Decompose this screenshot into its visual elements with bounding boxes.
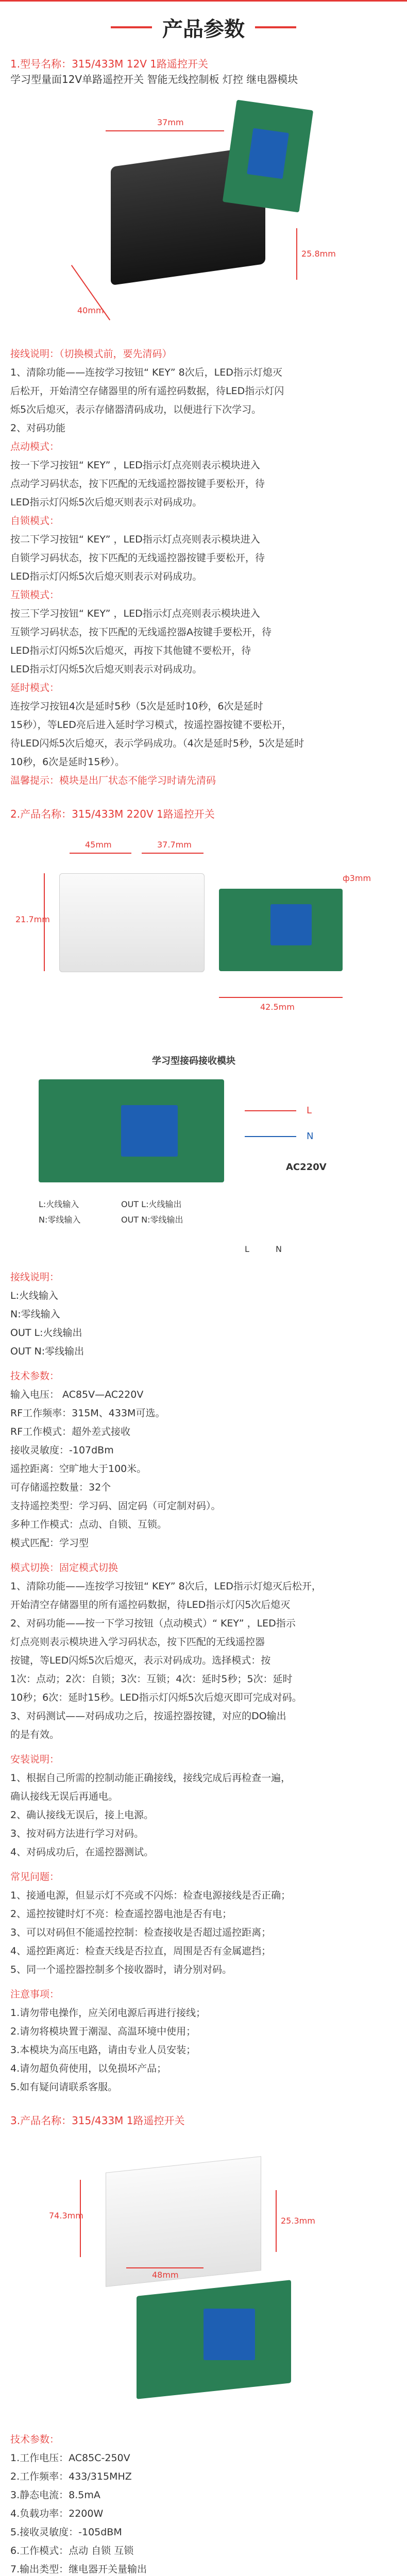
notice-line: 5.如有疑问请联系客服。 xyxy=(10,2081,118,2093)
notice-line: 4.请勿超负荷使用，以免损坏产品； xyxy=(10,2063,167,2074)
modes-line: 2、对码功能——按一下学习按钮（点动模式）“ KEY” ，LED指示 xyxy=(10,1618,296,1629)
diagram-tag-l: L xyxy=(245,1244,249,1254)
modes-line: 的是有效。 xyxy=(10,1729,60,1740)
wiring-line: OUT L:火线输出 xyxy=(10,1327,82,1338)
diagram-label-ac: AC220V xyxy=(286,1162,327,1173)
install-line: 3、按对码方法进行学习对码。 xyxy=(10,1828,144,1839)
faq-line: 4、遥控距离近：检查天线是否拉直，周围是否有金属遮挡； xyxy=(10,1945,272,1957)
wiring-title: 接线说明： xyxy=(10,1272,60,1283)
install-block xyxy=(0,1747,407,1865)
notice-line: 3.本模块为高压电路，请由专业人员安装； xyxy=(10,2044,196,2056)
dim-length: 40mm xyxy=(77,306,104,315)
product-image-1 xyxy=(75,94,336,336)
diagram-nin: N:零线输入 xyxy=(39,1215,81,1225)
section1-note-line: 互锁学习码状态，按下匹配的无线遥控器A按键手要松开，待 xyxy=(10,626,272,638)
tech2-line: RF工作频率：315M、433M可选。 xyxy=(10,1408,165,1419)
tech3-line: 2.工作频率：433/315MHZ xyxy=(10,2471,132,2482)
section1-note-line: 互锁模式： xyxy=(10,589,60,601)
tech2-line: RF工作模式：超外差式接收 xyxy=(10,1426,131,1437)
tech-title-3: 技术参数： xyxy=(10,2434,60,2445)
dim-height-2: 21.7mm xyxy=(15,914,50,924)
install-line: 4、对码成功后，在遥控器测试。 xyxy=(10,1846,154,1858)
modes-line: 10秒；6次：延时15秒。LED指示灯闪烁5次后熄灭即可完成对码。 xyxy=(10,1692,302,1703)
section1-note-line: 点动学习码状态，按下匹配的无线遥控器按键手要松开，待 xyxy=(10,478,265,489)
header-bar-left xyxy=(111,26,152,28)
header-bar-right xyxy=(255,26,296,28)
page-header xyxy=(0,0,407,53)
dim-height: 25.8mm xyxy=(301,249,336,259)
faq-line: 5、同一个遥控器控制多个接收器时，请分别对码。 xyxy=(10,1964,232,1975)
notice-title: 注意事项： xyxy=(10,1989,60,2000)
section1-note-line: 自锁学习码状态，按下匹配的无线遥控器按键手要松开，待 xyxy=(10,552,265,564)
dim-length-3: 74.3mm xyxy=(49,2211,83,2221)
modes-line: 3、对码测试——对码成功之后，按遥控器按键，对应的DO输出 xyxy=(10,1710,286,1722)
section1-notes xyxy=(0,342,407,793)
faq-line: 3、可以对码但不能遥控控制：检查接收是否超过遥控距离； xyxy=(10,1927,272,1938)
wiring-diagram xyxy=(18,1048,389,1265)
section1-note-line: 待LED闪烁5次后熄灭，表示学码成功。（4次是延时5秒，5次是延时 xyxy=(10,738,304,749)
faq-line: 1、接通电源，但显示灯不亮或不闪烁：检查电源接线是否正确； xyxy=(10,1890,291,1901)
spec-line-1: 1.型号名称：315/433M 12V 1路遥控开关 xyxy=(10,58,208,70)
diagram-outn: OUT N:零线输出 xyxy=(121,1215,183,1225)
dim-board-length: 42.5mm xyxy=(260,1002,295,1012)
notice-block xyxy=(0,1982,407,2099)
section-product-1 xyxy=(0,53,407,793)
tech3-line: 4.负载功率：2200W xyxy=(10,2508,104,2519)
diagram-label-l: L xyxy=(307,1105,312,1116)
notice-line: 1.请勿带电操作，应关闭电源后再进行接线； xyxy=(10,2007,206,2019)
section1-note-line: LED指示灯闪烁5次后熄灭则表示对码成功。 xyxy=(10,571,202,582)
wiring-line: OUT N:零线输出 xyxy=(10,1346,84,1357)
modes-block xyxy=(0,1555,407,1747)
section1-note-line: 按二下学习按钮“ KEY” ，LED指示灯点亮则表示模块进入 xyxy=(10,534,260,545)
tech-title-2: 技术参数： xyxy=(10,1370,60,1382)
section1-note-line: 15秒），等LED亮后进入延时学习模式，按遥控器按键不要松开， xyxy=(10,719,292,731)
section1-note-line: 接线说明：（切换模式前，要先清码） xyxy=(10,348,172,360)
section-product-2 xyxy=(0,803,407,2099)
install-line: 1、根据自己所需的控制动能正确接线，接线完成后再检查一遍， xyxy=(10,1772,291,1784)
section1-note-line: 1、清除功能——连按学习按钮“ KEY” 8次后，LED指示灯熄灭 xyxy=(10,367,282,378)
section1-note-line: LED指示灯闪烁5次后熄灭则表示对码成功。 xyxy=(10,664,202,675)
section1-note-line: LED指示灯闪烁5次后熄灭则表示对码成功。 xyxy=(10,497,202,508)
modes-title: 模式切换：固定模式切换 xyxy=(10,1562,118,1573)
dim-hole: ф3mm xyxy=(343,873,371,883)
tech2-line: 可存储遥控数量：32个 xyxy=(10,1482,111,1493)
diagram-tag-n: N xyxy=(276,1244,282,1254)
dim-width-3: 48mm xyxy=(152,2270,179,2280)
tech-block-2 xyxy=(0,1364,407,1555)
diagram-label-n: N xyxy=(307,1131,314,1142)
diagram-outl: OUT L:火线输出 xyxy=(121,1199,182,1209)
install-line: 确认接线无误后再通电。 xyxy=(10,1791,118,1802)
diagram-lin: L:火线输入 xyxy=(39,1199,79,1209)
section1-note-line: 后松开，开始清空存储器里的所有遥控码数据，待LED指示灯闪 xyxy=(10,385,284,397)
section1-note-line: 烁5次后熄灭，表示存储器清码成功，以便进行下次学习。 xyxy=(10,404,262,415)
section1-note-line: 点动模式： xyxy=(10,441,60,452)
faq-line: 2、遥控按键时灯不亮：检查遥控器电池是否有电； xyxy=(10,1908,232,1920)
modes-line: 灯点亮则表示模块进入学习码状态，按下匹配的无线遥控器 xyxy=(10,1636,265,1648)
modes-line: 1次：点动；2次：自锁；3次：互锁；4次：延时5秒；5次：延时 xyxy=(10,1673,293,1685)
module-label: 学习型接码接收模块 xyxy=(152,1056,235,1066)
install-line: 2、确认接线无误后，接上电源。 xyxy=(10,1809,154,1821)
wiring-block xyxy=(0,1265,407,1364)
product-image-2 xyxy=(13,827,394,1043)
modes-line: 开始清空存储器里的所有遥控码数据，待LED指示灯闪5次后熄灭 xyxy=(10,1599,291,1611)
tech3-line: 5.接收灵敏度：-105dBM xyxy=(10,2527,122,2538)
relay-component-2 xyxy=(270,904,312,945)
dim-length-2: 45mm xyxy=(85,840,112,850)
section-product-3 xyxy=(0,2110,407,2576)
install-title: 安装说明： xyxy=(10,1754,60,1765)
tech-block-3 xyxy=(0,2427,407,2576)
section1-note-line: 连按学习按钮4次是延时5秒（5次是延时10秒，6次是延时 xyxy=(10,701,263,712)
section1-note-line: 按一下学习按钮“ KEY” ，LED指示灯点亮则表示模块进入 xyxy=(10,460,260,471)
tech3-line: 6.工作模式：点动 自锁 互锁 xyxy=(10,2545,134,2556)
diagram-relay xyxy=(121,1105,178,1157)
spec-line-3: 3.产品名称：315/433M 1路遥控开关 xyxy=(10,2114,185,2127)
spec-line-2: 2.产品名称：315/433M 220V 1路遥控开关 xyxy=(10,808,215,820)
modes-line: 按键，等LED闪烁5次后熄灭，表示对码成功。选择模式：按 xyxy=(10,1655,271,1666)
tech2-line: 多种工作模式：点动、自锁、互锁。 xyxy=(10,1519,167,1530)
section1-note-line: 按三下学习按钮“ KEY” ，LED指示灯点亮则表示模块进入 xyxy=(10,608,260,619)
wiring-line: N:零线输入 xyxy=(10,1309,60,1320)
product-image-3 xyxy=(49,2133,358,2422)
tech3-line: 3.静态电流：8.5mA xyxy=(10,2489,100,2501)
tech2-line: 接收灵敏度：-107dBm xyxy=(10,1445,114,1456)
relay-component-3 xyxy=(204,2309,255,2360)
modes-line: 1、清除功能——连按学习按钮“ KEY” 8次后，LED指示灯熄灭后松开， xyxy=(10,1581,321,1592)
faq-block xyxy=(0,1865,407,1982)
relay-component xyxy=(247,128,289,179)
page-title: 产品参数 xyxy=(162,17,245,41)
tech3-line: 1.工作电压：AC85C-250V xyxy=(10,2452,130,2464)
dim-height-3: 25.3mm xyxy=(281,2216,315,2226)
tech2-line: 遥控距离：空旷地大于100米。 xyxy=(10,1463,147,1475)
notice-line: 2.请勿将模块置于潮湿、高温环境中使用； xyxy=(10,2026,196,2037)
tech2-line: 模式匹配：学习型 xyxy=(10,1537,89,1549)
section1-note-line: 2、对码功能 xyxy=(10,422,66,434)
tech3-line: 7.输出类型：继电器开关量输出 xyxy=(10,2564,147,2575)
section1-note-line: 自锁模式： xyxy=(10,515,60,527)
tech2-line: 输入电压： AC85V—AC220V xyxy=(10,1389,144,1400)
desc-line-1: 学习型量面12V单路遥控开关 智能无线控制板 灯控 继电器模块 xyxy=(10,73,298,86)
section1-note-line: 10秒，6次是延时15秒）。 xyxy=(10,756,125,768)
faq-title: 常见问题： xyxy=(10,1871,60,1883)
section1-note-line: 温馨提示：模块是出厂状态不能学习时请先清码 xyxy=(10,775,216,786)
dim-width-2: 37.7mm xyxy=(157,840,192,850)
dim-width: 37mm xyxy=(157,117,184,127)
wiring-line: L:火线输入 xyxy=(10,1290,58,1301)
enclosure-box-2 xyxy=(59,873,205,972)
tech2-line: 支持遥控类型：学习码、固定码（可定制对码）。 xyxy=(10,1500,221,1512)
section1-note-line: 延时模式： xyxy=(10,682,60,693)
section1-note-line: LED指示灯闪烁5次后熄灭，再按下其他键不要松开，待 xyxy=(10,645,251,656)
